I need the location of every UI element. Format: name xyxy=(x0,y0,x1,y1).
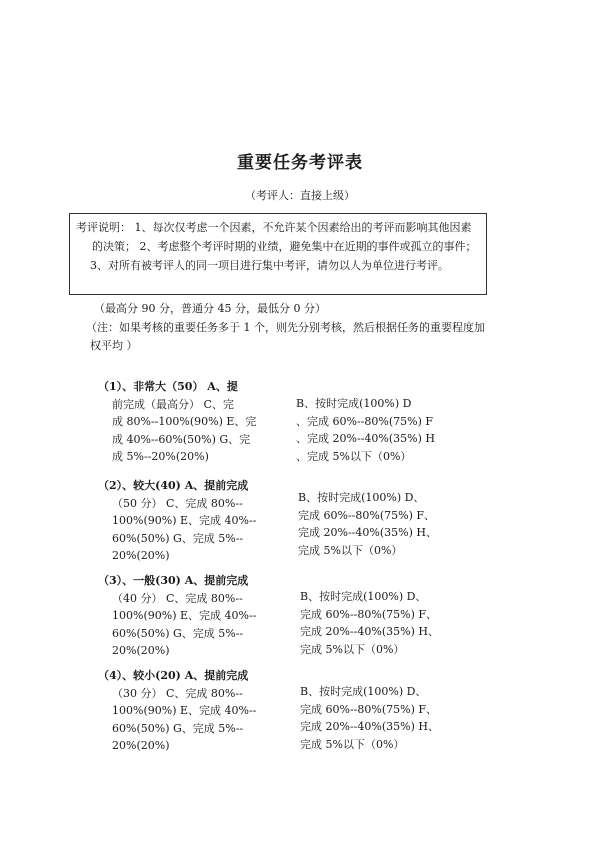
score-range-text: （最高分 90 分，普通分 45 分，最低分 0 分） xyxy=(94,302,326,315)
instruction-line-3: 3、对所有被考评人的同一项目进行集中考评，请勿以人为单位进行考评。 xyxy=(90,259,449,272)
option-line: 、完成 60%--80%(75%) F xyxy=(296,414,433,428)
option-line: 100%(90%) E、完成 40%-- xyxy=(112,609,257,622)
option-line: 完成 60%--80%(75%) F、 xyxy=(300,702,437,716)
option-line: 完成 5%以下（0%） xyxy=(300,642,405,656)
rating-item-1-options xyxy=(98,378,268,466)
option-line: 完成 20%--40%(35%) H、 xyxy=(300,720,439,733)
rating-item-3 xyxy=(98,572,498,662)
option-line: 100%(90%) E、完成 40%-- xyxy=(112,704,257,717)
instruction-line-1: 考评说明： 1、每次仅考虑一个因素，不允许某个因素给出的考评而影响其他因素 xyxy=(76,221,472,234)
score-note-line-1: （注：如果考核的重要任务多于 1 个，则先分别考核，然后根据任务的重要程度加 xyxy=(86,321,485,334)
score-note-line-2: 权平均 ） xyxy=(90,339,138,352)
rating-item-3-options xyxy=(98,572,268,660)
assessor-label: （考评人：直接上级） xyxy=(245,189,355,202)
page-title: 重要任务考评表 xyxy=(237,153,363,173)
rating-item-2-options xyxy=(98,477,268,565)
option-line: 前完成（最高分） C、完 xyxy=(112,397,234,411)
option-line: 60%(50%) G、完成 5%-- xyxy=(112,531,244,545)
rating-item-3-options-continued xyxy=(300,588,470,658)
option-line: 、完成 20%--40%(35%) H xyxy=(296,432,435,445)
rating-item-4 xyxy=(98,667,498,757)
option-line: 20%(20%) xyxy=(112,644,170,657)
option-line: 60%(50%) G、完成 5%-- xyxy=(112,626,244,640)
option-line: （1）、非常大（50） A、提 xyxy=(98,380,238,393)
option-line: 成 40%--60%(50%) G、完 xyxy=(112,432,251,446)
option-line: （30 分） C、完成 80%-- xyxy=(112,686,243,700)
rating-item-4-options-continued xyxy=(300,683,470,753)
option-line: B、按时完成(100%) D、 xyxy=(300,685,427,698)
option-line: B、按时完成(100%) D xyxy=(296,397,412,410)
rating-item-1 xyxy=(98,378,498,468)
option-line: （3）、一般(30) A、提前完成 xyxy=(98,574,249,587)
option-line: 成 80%--100%(90%) E、完 xyxy=(112,415,257,428)
option-line: 20%(20%) xyxy=(112,739,170,752)
option-line: B、按时完成(100%) D、 xyxy=(300,590,427,603)
option-line: （4）、较小(20) A、提前完成 xyxy=(98,669,249,682)
option-line: 完成 20%--40%(35%) H、 xyxy=(298,526,437,539)
option-line: 完成 60%--80%(75%) F、 xyxy=(298,508,435,522)
option-line: （40 分） C、完成 80%-- xyxy=(112,591,243,605)
rating-item-2 xyxy=(98,477,498,567)
rating-item-2-options-continued xyxy=(298,489,468,559)
rating-item-1-options-continued xyxy=(296,395,466,465)
option-line: 完成 5%以下（0%） xyxy=(300,737,405,751)
option-line: 完成 5%以下（0%） xyxy=(298,543,403,557)
instruction-line-2: 的决策； 2、考虑整个考评时期的业绩，避免集中在近期的事件或孤立的事件； xyxy=(92,240,477,253)
option-line: （2）、较大(40) A、提前完成 xyxy=(98,479,249,492)
option-line: 60%(50%) G、完成 5%-- xyxy=(112,721,244,735)
option-line: （50 分） C、完成 80%-- xyxy=(112,496,243,510)
option-line: 20%(20%) xyxy=(112,549,170,562)
option-line: 100%(90%) E、完成 40%-- xyxy=(112,514,257,527)
option-line: 完成 20%--40%(35%) H、 xyxy=(300,625,439,638)
option-line: 、完成 5%以下（0%） xyxy=(296,449,412,463)
score-weighting-note xyxy=(86,319,506,355)
option-line: 完成 60%--80%(75%) F、 xyxy=(300,607,437,621)
rating-item-4-options xyxy=(98,667,268,755)
option-line: 成 5%--20%(20%) xyxy=(112,450,209,463)
assessment-instructions-box xyxy=(69,213,487,295)
option-line: B、按时完成(100%) D、 xyxy=(298,491,425,504)
